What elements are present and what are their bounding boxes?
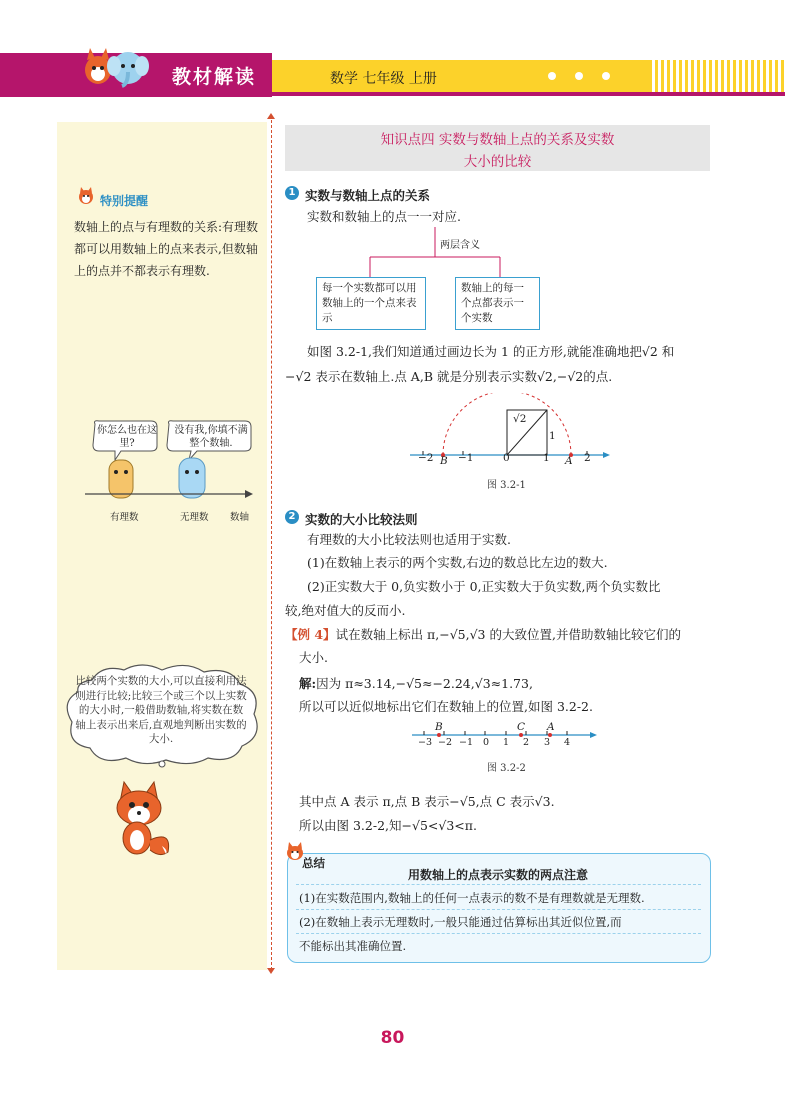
fig1-tick: −1: [458, 452, 474, 464]
section2-line2: (1)在数轴上表示的两个实数,右边的数总比左边的数大.: [307, 555, 608, 570]
header-dot: [602, 72, 610, 80]
fox-reminder-icon: [76, 186, 96, 206]
tip-label: 特别提醒: [100, 194, 149, 208]
header-dot: [575, 72, 583, 80]
example-tag: 【例 4】: [285, 627, 336, 642]
divider-top-arrow: [267, 113, 275, 119]
mascot-fox-elephant-icon: [78, 44, 154, 92]
fox-mascot-icon: [106, 780, 176, 860]
fig2-tick: −3: [418, 737, 433, 748]
fig2-tick: 4: [564, 737, 571, 748]
fig1-tick: 0: [503, 452, 510, 464]
column-divider: [271, 120, 272, 970]
knowledge-point-title-line1: 知识点四 实数与数轴上点的关系及实数: [380, 132, 615, 148]
header-stripes: [652, 60, 785, 92]
fig2-tick: 2: [523, 737, 530, 748]
page-number: 80: [380, 1028, 405, 1048]
summary-separator: [296, 884, 701, 885]
fig1-tick: 1: [543, 452, 550, 464]
cloud-bubble-text: 比较两个实数的大小,可以直接利用法则进行比较;比较三个或三个以上实数的大小时,一般借助数轴,将实数在数轴上表示出来后,直观地判断出实数的大小.: [75, 675, 247, 745]
tree-label: 两层含义: [440, 240, 480, 251]
fig2-caption: 图 3.2-2: [487, 763, 526, 774]
solution-text: 因为 π≈3.14,−√5≈−2.24,√3≈1.73,: [316, 676, 533, 691]
summary-line1: (1)在实数范围内,数轴上的任何一点表示的数不是有理数就是无理数.: [299, 891, 645, 905]
section1-title: 实数与数轴上点的关系: [305, 188, 431, 203]
section2-title: 实数的大小比较法则: [305, 512, 418, 527]
fig1-tick: 2: [584, 452, 591, 464]
fig2-tick: 1: [503, 737, 510, 748]
header-subtitle: 数学 七年级 上册: [330, 71, 437, 87]
fig1-tick: −2: [418, 452, 434, 464]
fig1-side-label: 1: [549, 430, 556, 442]
example-solution-line4: 所以由图 3.2-2,知−√5<√3<π.: [299, 818, 477, 833]
section2-line3: (2)正实数大于 0,负实数小于 0,正实数大于负实数,两个负实数比: [307, 579, 661, 594]
header-dot: [548, 72, 556, 80]
example-question-line2: 大小.: [299, 650, 328, 665]
section1-paragraph-line2: −√2 表示在数轴上.点 A,B 就是分别表示实数√2,−√2的点.: [285, 369, 613, 384]
section2-line4: 较,绝对值大的反而小.: [285, 603, 406, 618]
header-title: 教材解读: [172, 66, 257, 88]
header-subtitle-band: [272, 60, 652, 92]
summary-line2: (2)在数轴上表示无理数时,一般只能通过估算标出其近似位置,而: [299, 915, 622, 929]
summary-title: 用数轴上的点表示实数的两点注意: [407, 868, 588, 882]
tree-box-left: 每一个实数都可以用数轴上的一个点来表示: [316, 277, 426, 330]
summary-separator: [296, 933, 701, 934]
solution-label: 解:: [299, 676, 317, 691]
meaning-tree-lines: [310, 225, 550, 285]
fig2-tick: −2: [438, 737, 453, 748]
summary-separator: [296, 909, 701, 910]
fig2-tick: 0: [483, 737, 490, 748]
section1-paragraph-line1: 如图 3.2-1,我们知道通过画边长为 1 的正方形,就能准确地把√2 和: [307, 344, 675, 359]
example-question-line1: [285, 624, 681, 645]
fig2-point-c: C: [517, 721, 526, 733]
example-question-text: 试在数轴上标出 π,−√5,√3 的大致位置,并借助数轴比较它们的: [335, 627, 681, 642]
example-solution-line3: 其中点 A 表示 π,点 B 表示−√5,点 C 表示√3.: [299, 794, 555, 809]
fig2-tick: 3: [544, 737, 551, 748]
fig2-point-a: A: [547, 721, 555, 733]
label-irrational: 无理数: [180, 512, 209, 523]
summary-line3: 不能标出其准确位置.: [299, 939, 407, 953]
tree-box-right: 数轴上的每一个点都表示一个实数: [455, 277, 540, 330]
section2-line1: 有理数的大小比较法则也适用于实数.: [307, 532, 511, 547]
fig1-point-a: A: [565, 455, 573, 467]
fig2-tick: −1: [459, 737, 474, 748]
label-number-line: 数轴: [230, 512, 250, 523]
speech-left-text: 你怎么也在这里?: [97, 425, 157, 449]
fig1-caption: 图 3.2-1: [487, 480, 526, 491]
knowledge-point-title-line2: 大小的比较: [463, 154, 532, 170]
label-rational: 有理数: [110, 512, 139, 523]
section2-badge: 2: [285, 510, 299, 524]
divider-bottom-arrow: [267, 968, 275, 974]
fig1-point-b: B: [440, 455, 448, 467]
fig2-point-b: B: [435, 721, 443, 733]
tip-text: 数轴上的点与有理数的关系:有理数都可以用数轴上的点来表示,但数轴上的点并不都表示有理数.: [74, 220, 259, 278]
example-solution-line1: [299, 673, 533, 694]
section1-statement: 实数和数轴上的点一一对应.: [307, 209, 461, 224]
fig1-diagonal-label: √2: [513, 413, 527, 425]
section1-badge: 1: [285, 186, 299, 200]
speech-right-text: 没有我,你填不满整个数轴.: [174, 425, 248, 449]
summary-head: 总结: [302, 856, 325, 870]
example-solution-line2: 所以可以近似地标出它们在数轴上的位置,如图 3.2-2.: [299, 699, 593, 714]
